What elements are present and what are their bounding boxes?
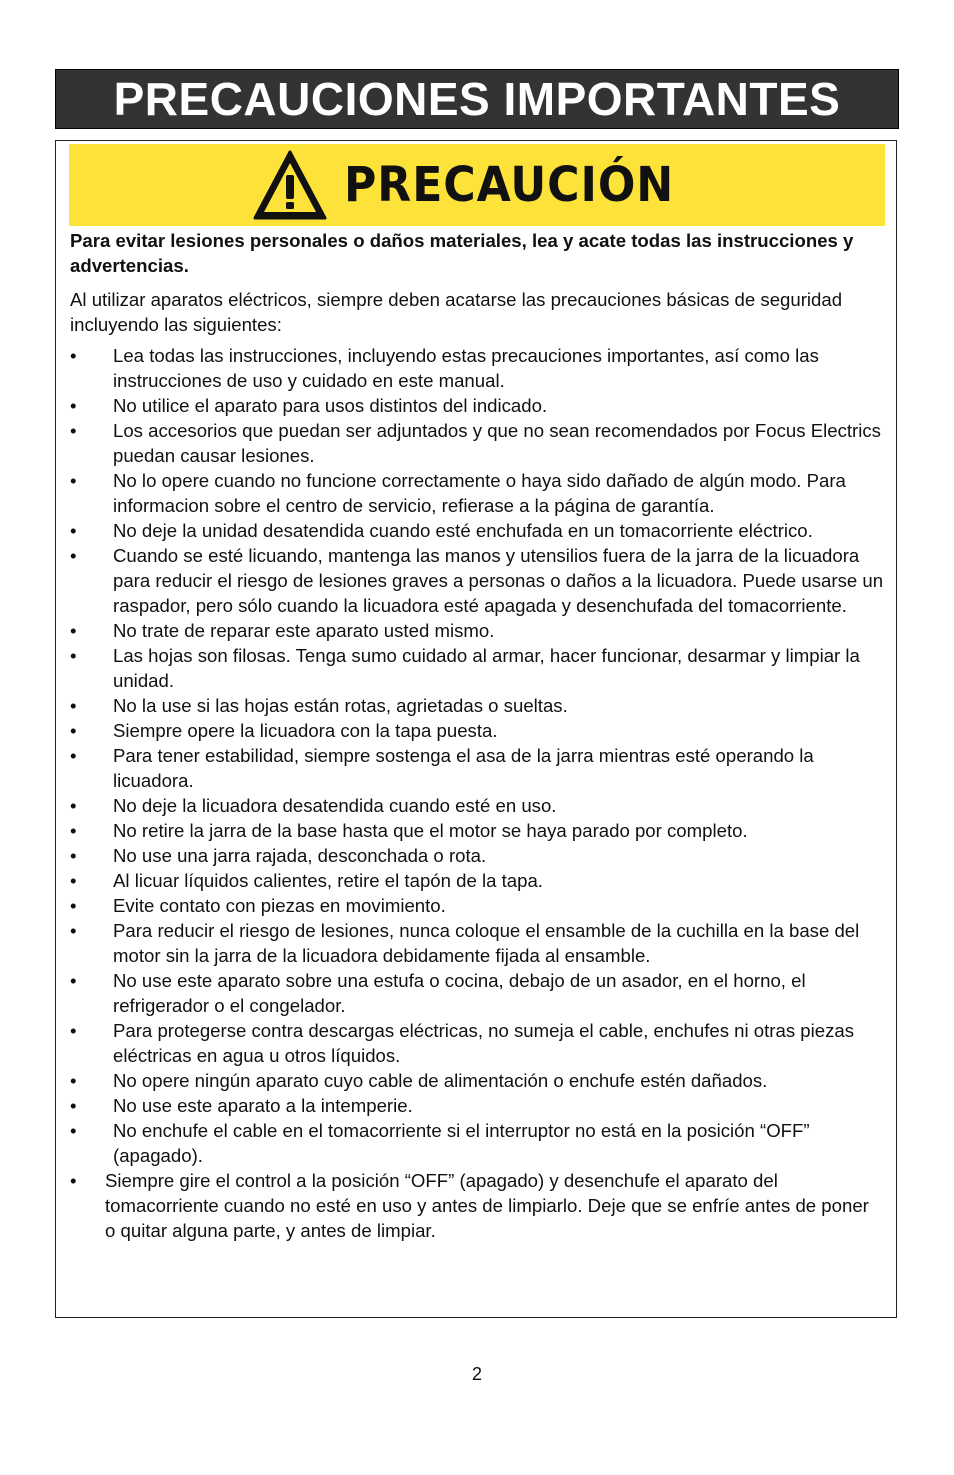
list-item-text: Al licuar líquidos calientes, retire el tapón de la tapa. [113, 870, 543, 891]
list-item [70, 1068, 884, 1093]
bullet: • [70, 470, 77, 491]
bullet: • [70, 520, 77, 541]
list-item [70, 393, 884, 418]
page-title: PRECAUCIONES IMPORTANTES [113, 73, 841, 125]
list-item-text: Los accesorios que puedan ser adjuntados y que no sean recomendados por Focus Electrics puedan causar lesiones. [113, 420, 881, 466]
list-item [70, 518, 884, 543]
list-item [70, 843, 884, 868]
caution-banner [69, 144, 885, 226]
list-item [70, 793, 884, 818]
caution-heading: PRECAUCIÓN [343, 157, 674, 213]
list-item-text: Siempre gire el control a la posición “OFF” (apagado) y desenchufe el aparato del tomacorriente cuando no esté en uso y antes de limpiarlo. Deje que se enfríe antes de poner o quitar alguna parte, y antes de limpiar. [105, 1170, 869, 1241]
bullet: • [70, 1020, 77, 1041]
list-item [70, 868, 884, 893]
list-item-text: No use este aparato sobre una estufa o cocina, debajo de un asador, en el horno, el refrigerador o el congelador. [113, 970, 806, 1016]
bullet: • [70, 420, 77, 441]
bullet: • [70, 820, 77, 841]
lead-paragraph: Para evitar lesiones personales o daños materiales, lea y acate todas las instrucciones y advertencias. [70, 230, 854, 276]
list-item-text: Evite contato con piezas en movimiento. [113, 895, 446, 916]
bullet: • [70, 645, 77, 666]
list-item [70, 1018, 884, 1068]
list-item [70, 618, 884, 643]
bullet: • [70, 345, 77, 366]
warning-triangle-icon [252, 149, 328, 221]
bullet: • [70, 395, 77, 416]
list-item-text: No utilice el aparato para usos distintos del indicado. [113, 395, 548, 416]
precautions-list [70, 343, 884, 1168]
list-item-text: No enchufe el cable en el tomacorriente si el interruptor no está en la posición “OFF” (apagado). [113, 1120, 810, 1166]
bullet: • [70, 1120, 77, 1141]
bullet: • [70, 870, 77, 891]
list-item [70, 718, 884, 743]
list-item [70, 543, 884, 618]
bullet: • [70, 895, 77, 916]
list-item [70, 1118, 884, 1168]
list-item [70, 343, 884, 393]
bullet: • [70, 720, 77, 741]
list-item-text: No retire la jarra de la base hasta que el motor se haya parado por completo. [113, 820, 748, 841]
list-item [70, 468, 884, 518]
list-item-text: No trate de reparar este aparato usted mismo. [113, 620, 495, 641]
bullet: • [70, 920, 77, 941]
bullet: • [70, 970, 77, 991]
list-item [70, 418, 884, 468]
bullet: • [70, 1170, 77, 1191]
list-item [70, 893, 884, 918]
list-item-text: No deje la unidad desatendida cuando esté enchufada en un tomacorriente eléctrico. [113, 520, 813, 541]
list-item-text: Lea todas las instrucciones, incluyendo estas precauciones importantes, así como las instrucciones de uso y cuidado en este manual. [113, 345, 819, 391]
bullet: • [70, 845, 77, 866]
list-item [70, 643, 884, 693]
list-item-text: Las hojas son filosas. Tenga sumo cuidado al armar, hacer funcionar, desarmar y limpiar la unidad. [113, 645, 860, 691]
bullet: • [70, 745, 77, 766]
list-item-text: No use una jarra rajada, desconchada o rota. [113, 845, 487, 866]
bullet: • [70, 695, 77, 716]
bullet: • [70, 795, 77, 816]
list-item-text: Para reducir el riesgo de lesiones, nunca coloque el ensamble de la cuchilla en la base del motor sin la jarra de la licuadora debidamente fijada al ensamble. [113, 920, 860, 966]
list-item-text: No use este aparato a la intemperie. [113, 1095, 413, 1116]
list-item-text: No lo opere cuando no funcione correctamente o haya sido dañado de algún modo. Para informacion sobre el centro de servicio, refierase a la página de garantía. [113, 470, 846, 516]
page-number: 2 [471, 1364, 482, 1384]
bullet: • [70, 1095, 77, 1116]
list-item-text: No deje la licuadora desatendida cuando esté en uso. [113, 795, 557, 816]
list-item-text: No opere ningún aparato cuyo cable de alimentación o enchufe estén dañados. [113, 1070, 768, 1091]
list-item [70, 693, 884, 718]
precautions-box [55, 140, 897, 1318]
list-item-text: No la use si las hojas están rotas, agrietadas o sueltas. [113, 695, 568, 716]
list-item [70, 918, 884, 968]
page-header [55, 69, 899, 129]
list-item-text: Cuando se esté licuando, mantenga las manos y utensilios fuera de la jarra de la licuadora para reducir el riesgo de lesiones graves a personas o daños a la licuadora. Puede usarse un raspador, pero sólo cuando la licuadora esté apagada y desenchufada del tomacorriente. [113, 545, 884, 616]
bullet: • [70, 545, 77, 566]
list-item [70, 818, 884, 843]
list-item-text: Para tener estabilidad, siempre sostenga el asa de la jarra mientras esté operando la licuadora. [113, 745, 814, 791]
list-item [70, 1093, 884, 1118]
list-item [70, 1168, 884, 1243]
list-item-text: Siempre opere la licuadora con la tapa puesta. [113, 720, 498, 741]
intro-paragraph: Al utilizar aparatos eléctricos, siempre deben acatarse las precauciones básicas de seguridad incluyendo las siguientes: [70, 289, 843, 335]
list-item-text: Para protegerse contra descargas eléctricas, no sumeja el cable, enchufes ni otras piezas eléctricas en agua u otros líquidos. [113, 1020, 855, 1066]
bullet: • [70, 620, 77, 641]
bullet: • [70, 1070, 77, 1091]
list-item [70, 968, 884, 1018]
instructions-content [70, 228, 884, 1243]
list-item [70, 743, 884, 793]
